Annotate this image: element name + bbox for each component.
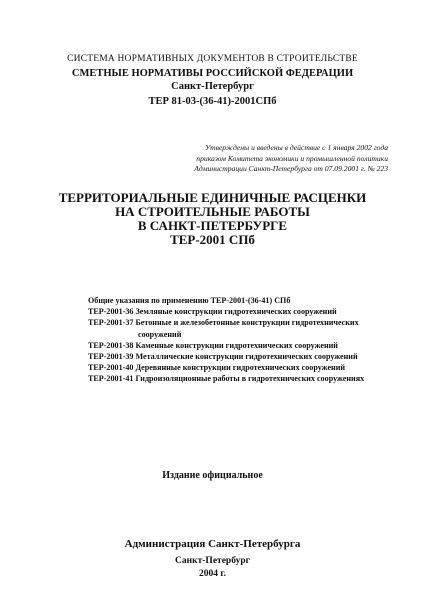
estimate-norms-heading: СМЕТНЫЕ НОРМАТИВЫ РОССИЙСКОЙ ФЕДЕРАЦИИ: [71, 68, 354, 79]
document-title: [0, 191, 425, 247]
approval-note: [150, 143, 388, 175]
edition-label: Издание официальное: [162, 470, 263, 481]
contents-item-text: Общие указания по применению ТЕР-2001-(36-41) СПб: [88, 296, 291, 305]
contents-item-text: Металлические конструкции гидротехнических сооружений: [135, 352, 358, 362]
contents-item-code: ТЕР-2001-39: [88, 352, 134, 362]
publication-city: Санкт-Петербург: [175, 556, 250, 566]
title-line: В САНКТ-ПЕТЕРБУРГЕ: [137, 218, 288, 233]
contents-item-code: ТЕР-2001-38: [88, 340, 134, 350]
contents-item-code: ТЕР-2001-37: [88, 318, 134, 328]
header-city: Санкт-Петербург: [171, 81, 254, 92]
contents-item-text: Гидроизоляционные работы в гидротехнических сооружениях: [135, 374, 365, 384]
list-item: [88, 306, 364, 317]
contents-item-continuation: сооружений: [138, 329, 182, 339]
contents-item-text: Деревянные конструкции гидротехнических сооружений: [135, 363, 346, 373]
contents-item-text: Каменные конструкции гидротехнических сооружений: [135, 340, 338, 350]
approval-line: Администрации Санкт-Петербурга от 07.09.2001 г. № 223: [194, 164, 388, 173]
publication-year: 2004 г.: [199, 569, 226, 579]
contents-item-code: ТЕР-2001-41: [88, 374, 134, 384]
approval-line: Утверждены и введены в действие с 1 января 2002 года: [205, 143, 388, 152]
publisher-name: Администрация Санкт-Петербурга: [124, 538, 301, 550]
list-item: [88, 362, 364, 373]
list-item: [88, 317, 364, 328]
contents-item-text: Земляные конструкции гидротехнических сооружений: [135, 307, 337, 317]
list-item: [88, 351, 364, 362]
title-line: ТЕР-2001 СПб: [170, 232, 255, 247]
standards-system-heading: СИСТЕМА НОРМАТИВНЫХ ДОКУМЕНТОВ В СТРОИТЕЛЬСТВЕ: [67, 54, 358, 64]
contents-item-code: ТЕР-2001-40: [88, 363, 134, 373]
contents-item-text: Бетонные и железобетонные конструкции гидротехнических: [135, 318, 359, 328]
contents-list: [88, 295, 364, 385]
list-item: [88, 373, 364, 384]
title-line: ТЕРРИТОРИАЛЬНЫЕ ЕДИНИЧНЫЕ РАСЦЕНКИ: [58, 190, 367, 205]
title-line: НА СТРОИТЕЛЬНЫЕ РАБОТЫ: [115, 204, 310, 219]
contents-item-code: ТЕР-2001-36: [88, 307, 134, 317]
document-code: ТЕР 81-03-(36-41)-2001СПб: [148, 96, 277, 107]
approval-line: приказом Комитета экономики и промышленной политики: [196, 153, 388, 163]
list-item: [88, 340, 364, 351]
list-item: [88, 295, 364, 306]
